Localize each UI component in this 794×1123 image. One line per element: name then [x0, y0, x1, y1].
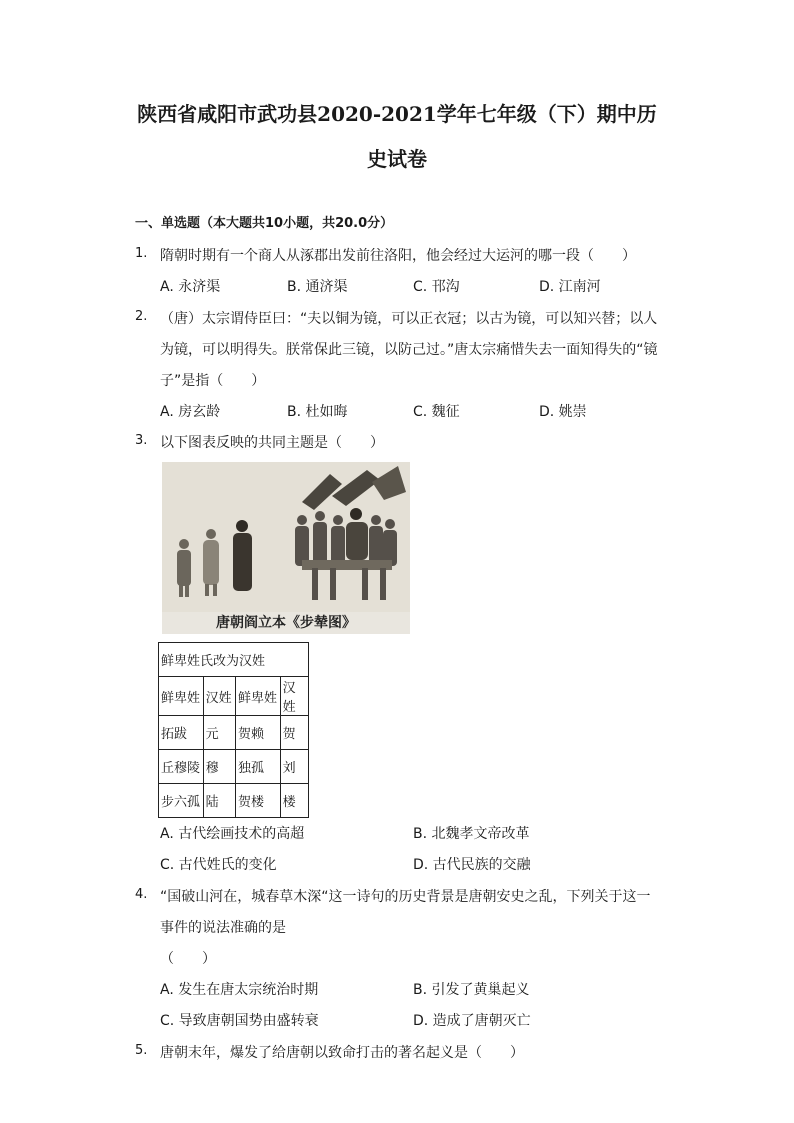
option-c[interactable]: C. 邗沟	[413, 279, 460, 295]
table-cell: 楼	[280, 784, 308, 818]
option-c[interactable]: C. 魏征	[413, 404, 460, 420]
option-a[interactable]: A. 发生在唐太宗统治时期	[160, 982, 319, 998]
section-heading: 一、单选题（本大题共10小题，共20.0分）	[135, 216, 394, 231]
table-title-cell: 鲜卑姓氏改为汉姓	[159, 643, 309, 677]
table-cell: 元	[203, 716, 235, 750]
table-cell: 刘	[280, 750, 308, 784]
table-row	[159, 750, 309, 784]
column-header: 鲜卑姓	[159, 677, 204, 716]
option-c[interactable]: C. 导致唐朝国势由盛转衰	[160, 1013, 319, 1029]
table-cell: 穆	[203, 750, 235, 784]
table-row	[159, 784, 309, 818]
question-text-line-3: 子”是指（ ）	[160, 373, 266, 389]
table-cell: 陆	[203, 784, 235, 818]
table-cell: 贺	[280, 716, 308, 750]
question-number: 2.	[135, 309, 148, 324]
option-b[interactable]: B. 引发了黄巢起义	[413, 982, 530, 998]
painting-illustration	[162, 462, 410, 612]
question-text: 隋朝时期有一个商人从涿郡出发前往洛阳，他会经过大运河的哪一段（ ）	[160, 248, 636, 264]
option-d[interactable]: D. 姚崇	[539, 404, 587, 420]
surname-table	[158, 642, 309, 818]
question-text-line-1: “国破山河在，城春草木深“这一诗句的历史背景是唐朝安史之乱，下列关于这一	[160, 889, 651, 905]
question-number: 5.	[135, 1043, 148, 1058]
table-cell: 贺楼	[236, 784, 281, 818]
painting-image	[162, 462, 410, 634]
table-header-row	[159, 643, 309, 677]
table-cell: 贺赖	[236, 716, 281, 750]
option-a[interactable]: A. 房玄龄	[160, 404, 221, 420]
exam-title-line-2: 史试卷	[367, 147, 427, 171]
column-header: 鲜卑姓	[236, 677, 281, 716]
question-number: 1.	[135, 246, 148, 261]
option-c[interactable]: C. 古代姓氏的变化	[160, 857, 277, 873]
table-cell: 独孤	[236, 750, 281, 784]
table-cell: 丘穆陵	[159, 750, 204, 784]
option-d[interactable]: D. 造成了唐朝灭亡	[413, 1013, 531, 1029]
question-text: 唐朝末年，爆发了给唐朝以致命打击的著名起义是（ ）	[160, 1045, 524, 1061]
question-text-line-3: （ ）	[160, 951, 216, 967]
table-cell: 拓跋	[159, 716, 204, 750]
exam-title-line-1: 陕西省咸阳市武功县2020-2021学年七年级（下）期中历	[137, 102, 657, 126]
option-d[interactable]: D. 江南河	[539, 279, 601, 295]
column-header: 汉姓	[280, 677, 308, 716]
question-text-line-1: （唐）太宗谓侍臣曰：“夫以铜为镜，可以正衣冠；以古为镜，可以知兴替；以人	[160, 311, 658, 327]
question-number: 3.	[135, 433, 148, 448]
column-header: 汉姓	[203, 677, 235, 716]
painting-caption: 唐朝阎立本《步辇图》	[216, 615, 356, 631]
table-column-row	[159, 677, 309, 716]
option-b[interactable]: B. 通济渠	[287, 279, 348, 295]
table-cell: 步六孤	[159, 784, 204, 818]
question-number: 4.	[135, 887, 148, 902]
option-b[interactable]: B. 杜如晦	[287, 404, 348, 420]
question-text-line-2: 为镜，可以明得失。朕常保此三镜，以防己过。”唐太宗痛惜失去一面知得失的“镜	[160, 342, 658, 358]
option-d[interactable]: D. 古代民族的交融	[413, 857, 531, 873]
question-text: 以下图表反映的共同主题是（ ）	[160, 435, 384, 451]
table-row	[159, 716, 309, 750]
option-a[interactable]: A. 古代绘画技术的高超	[160, 826, 305, 842]
option-a[interactable]: A. 永济渠	[160, 279, 221, 295]
question-text-line-2: 事件的说法准确的是	[160, 920, 286, 936]
option-b[interactable]: B. 北魏孝文帝改革	[413, 826, 530, 842]
